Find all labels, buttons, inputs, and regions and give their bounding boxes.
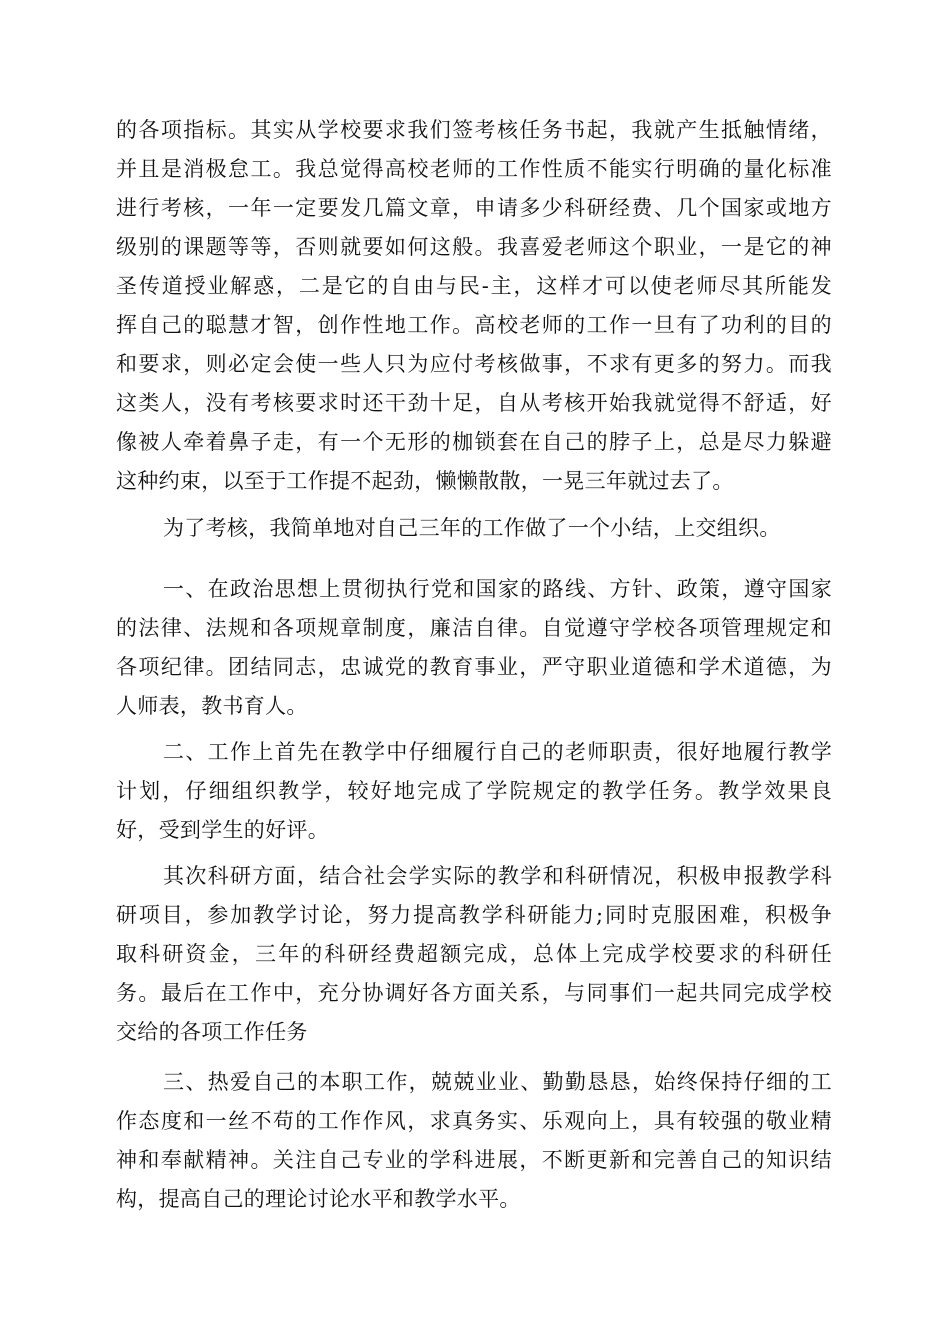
text-line: 研项目，参加教学讨论，努力提高教学科研能力;同时克服困难，积极争 xyxy=(116,903,832,927)
text-line: 取科研资金，三年的科研经费超额完成，总体上完成学校要求的科研任 xyxy=(116,942,832,966)
paragraph-dedication xyxy=(116,1063,832,1219)
text-line: 圣传道授业解惑，二是它的自由与民-主，这样才可以使老师尽其所能发 xyxy=(116,274,832,298)
text-line: 这种约束，以至于工作提不起劲，懒懒散散，一晃三年就过去了。 xyxy=(116,469,734,493)
text-line: 像被人牵着鼻子走，有一个无形的枷锁套在自己的脖子上，总是尽力躲避 xyxy=(116,430,832,454)
text-line: 的各项指标。其实从学校要求我们签考核任务书起，我就产生抵触情绪， xyxy=(116,118,832,142)
text-line: 三、热爱自己的本职工作，兢兢业业、勤勤恳恳，始终保持仔细的工 xyxy=(163,1070,832,1094)
text-line: 级别的课题等等，否则就要如何这般。我喜爱老师这个职业，一是它的神 xyxy=(116,235,832,259)
text-line: 的法律、法规和各项规章制度，廉洁自律。自觉遵守学校各项管理规定和 xyxy=(116,616,832,640)
text-line: 构，提高自己的理论讨论水平和教学水平。 xyxy=(116,1187,521,1211)
text-line: 其次科研方面，结合社会学实际的教学和科研情况，积极申报教学科 xyxy=(163,864,832,888)
text-line: 神和奉献精神。关注自己专业的学科进展，不断更新和完善自己的知识结 xyxy=(116,1148,832,1172)
text-line: 二、工作上首先在教学中仔细履行自己的老师职责，很好地履行教学 xyxy=(163,740,832,764)
text-line: 挥自己的聪慧才智，创作性地工作。高校老师的工作一旦有了功利的目的 xyxy=(116,313,832,337)
paragraph-teaching xyxy=(116,733,832,850)
paragraph-continuation xyxy=(116,111,832,501)
text-line: 交给的各项工作任务 xyxy=(116,1020,308,1044)
text-line: 各项纪律。团结同志，忠诚党的教育事业，严守职业道德和学术道德，为 xyxy=(116,655,832,679)
text-line: 进行考核，一年一定要发几篇文章，申请多少科研经费、几个国家或地方 xyxy=(116,196,832,220)
text-line: 这类人，没有考核要求时还干劲十足，自从考核开始我就觉得不舒适，好 xyxy=(116,391,832,415)
paragraph-political xyxy=(116,570,832,726)
paragraph-research xyxy=(116,857,832,1052)
text-line: 并且是消极怠工。我总觉得高校老师的工作性质不能实行明确的量化标准 xyxy=(116,157,832,181)
text-line: 好，受到学生的好评。 xyxy=(116,818,329,842)
text-line: 和要求，则必定会使一些人只为应付考核做事，不求有更多的努力。而我 xyxy=(116,352,832,376)
text-line: 人师表，教书育人。 xyxy=(116,694,308,718)
text-line: 计划，仔细组织教学，较好地完成了学院规定的教学任务。教学效果良 xyxy=(116,779,832,803)
paragraph-summary-intro xyxy=(116,509,832,548)
text-line: 作态度和一丝不苟的工作作风，求真务实、乐观向上，具有较强的敬业精 xyxy=(116,1109,832,1133)
text-line: 一、在政治思想上贯彻执行党和国家的路线、方针、政策，遵守国家 xyxy=(163,577,832,601)
text-line: 为了考核，我简单地对自己三年的工作做了一个小结，上交组织。 xyxy=(163,516,781,540)
text-line: 务。最后在工作中，充分协调好各方面关系，与同事们一起共同完成学校 xyxy=(116,981,832,1005)
